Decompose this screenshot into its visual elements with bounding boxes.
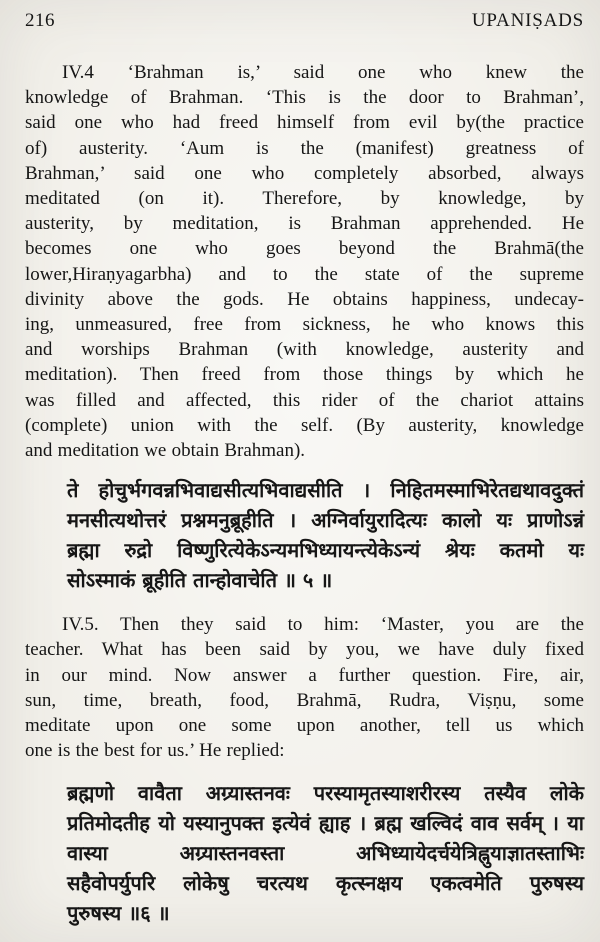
text-line: of) austerity. ‘Aum is the (manifest) greatness of xyxy=(25,137,584,159)
text-line: वास्या अग्र्यास्तनवस्ता अभिध्यायेदर्चयेत्रिह्नुयाज्ञातस्ताभिः xyxy=(67,841,584,866)
verse-sanskrit xyxy=(25,778,584,928)
text-line: सहैवोपर्युपरि लोकेषु चरत्यथ कृत्स्नक्षय एकत्वमेति पुरुषस्य xyxy=(67,871,584,896)
page-number: 216 xyxy=(25,10,55,31)
page-header xyxy=(25,10,584,34)
text-line: sun, time, breath, food, Brahmā, Rudra, Viṣṇu, some xyxy=(25,689,584,711)
text-line: ब्रह्मणो वावैता अग्र्यास्तनवः परस्यामृतस्याशरीरस्य तस्यैव लोके xyxy=(67,781,584,806)
book-title: UPANIṢADS xyxy=(471,10,584,31)
text-line: teacher. What has been said by you, we have duly fixed xyxy=(25,639,584,661)
text-line: सोऽस्माकं ब्रूहीति तान्होवाचेति ॥ ५ ॥ xyxy=(67,568,333,593)
text-line: lower,Hiraṇyagarbha) and to the state of the supreme xyxy=(25,263,584,285)
text-line: ing, unmeasured, free from sickness, he who knows this xyxy=(25,314,584,336)
page-body xyxy=(25,60,584,928)
text-line: meditated (on it). Therefore, by knowledge, by xyxy=(25,188,584,210)
text-line: austerity, by meditation, is Brahman apprehended. He xyxy=(25,213,584,235)
paragraph-english xyxy=(25,60,584,463)
text-line: becomes one who goes beyond the Brahmā(the xyxy=(25,238,584,260)
text-line: and meditation we obtain Brahman). xyxy=(25,440,306,462)
text-line: in our mind. Now answer a further question. Fire, air, xyxy=(25,664,584,686)
text-line: ते होचुर्भगवन्नभिवाद्यसीत्यभिवाद्यसीति । निहितमस्माभिरेतद्यथावदुक्तं xyxy=(67,478,584,503)
text-line: Brahman,’ said one who completely absorbed, always xyxy=(25,162,584,184)
text-line: प्रतिमोदतीह यो यस्यानुपक्त इत्येवं ह्याह । ब्रह्म खल्विदं वाव सर्वम् । या xyxy=(67,811,584,836)
text-line: meditate upon one some upon another, tell us which xyxy=(25,715,584,737)
text-line: and worships Brahman (with knowledge, austerity and xyxy=(25,339,584,361)
text-line: ब्रह्मा रुद्रो विष्णुरित्येकेऽन्यमभिध्यायन्त्येकेऽन्यं श्रेयः कतमो यः xyxy=(67,538,584,563)
text-line: IV.4 ‘Brahman is,’ said one who knew the xyxy=(62,62,584,83)
text-line: (complete) union with the self. (By austerity, knowledge xyxy=(25,414,584,436)
text-line: पुरुषस्य ॥६ ॥ xyxy=(67,901,170,926)
text-line: knowledge of Brahman. ‘This is the door to Brahman’, xyxy=(25,87,584,109)
text-line: IV.5. Then they said to him: ‘Master, you are the xyxy=(62,614,584,636)
text-line: मनसीत्यथोत्तरं प्रश्नमनुब्रूहीति । अग्निर्वायुरादित्यः कालो यः प्राणोऽन्नं xyxy=(67,508,584,533)
paragraph-english xyxy=(25,612,584,763)
verse-sanskrit xyxy=(25,475,584,595)
text-line: one is the best for us.’ He replied: xyxy=(25,740,285,762)
text-line: said one who had freed himself from evil by(the practice xyxy=(25,112,584,134)
text-line: was filled and affected, this rider of the chariot attains xyxy=(25,389,584,411)
text-line: meditation). Then freed from those things by which he xyxy=(25,364,584,386)
text-line: divinity above the gods. He obtains happiness, undecay- xyxy=(25,288,584,310)
